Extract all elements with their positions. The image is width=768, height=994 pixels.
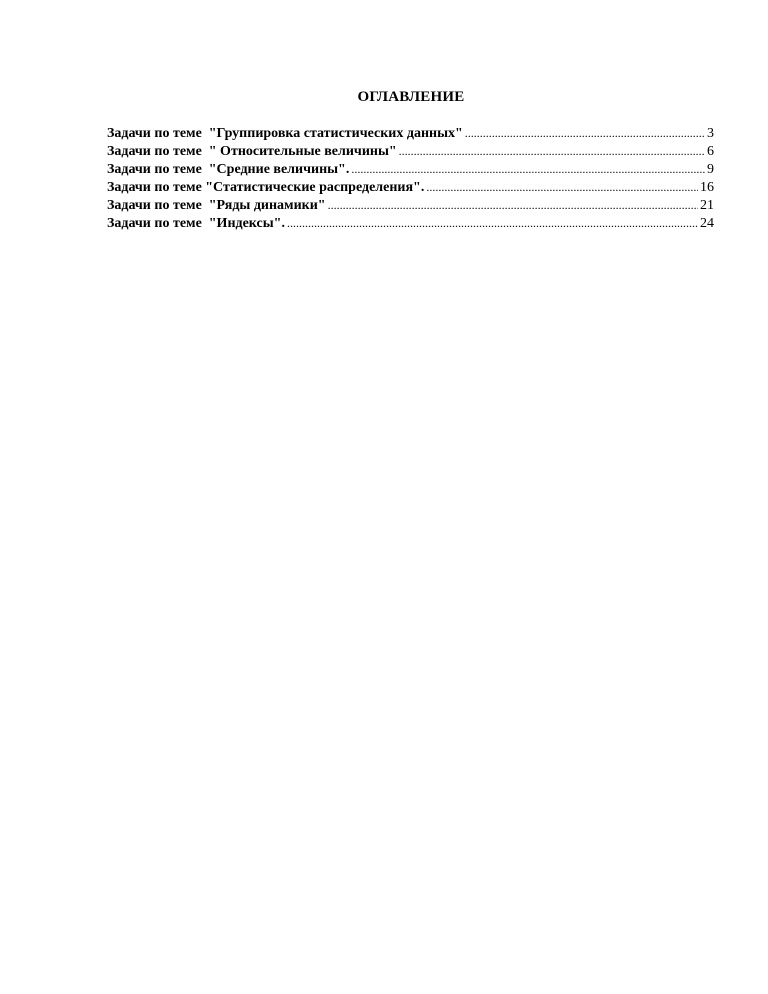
toc-entry[interactable] [107, 196, 714, 214]
toc-page-number: 21 [700, 198, 714, 213]
toc-entry[interactable] [107, 124, 714, 142]
toc-heading: ОГЛАВЛЕНИЕ [357, 89, 465, 105]
toc-entry-title: Задачи по теме "Индексы". [107, 216, 285, 231]
toc-leader-dots [328, 196, 698, 214]
toc-entry-title: Задачи по теме " Относительные величины" [107, 144, 397, 159]
toc-entry-title: Задачи по теме "Группировка статистических данных" [107, 126, 463, 141]
toc-leader-dots [287, 214, 698, 232]
toc-leader-dots [426, 178, 698, 196]
toc-page-number: 24 [700, 216, 714, 231]
toc-leader-dots [351, 160, 705, 178]
toc-entry[interactable] [107, 160, 714, 178]
toc-page-number: 9 [707, 162, 714, 177]
toc-entry[interactable] [107, 214, 714, 232]
toc-leader-dots [465, 124, 705, 142]
toc-entry-title: Задачи по теме "Статистические распределения". [107, 180, 425, 195]
toc-entry[interactable] [107, 178, 714, 196]
toc-leader-dots [399, 142, 705, 160]
toc-list [107, 124, 714, 232]
toc-page-number: 3 [707, 126, 714, 141]
toc-page-number: 6 [707, 144, 714, 159]
toc-entry[interactable] [107, 142, 714, 160]
toc-page-number: 16 [700, 180, 714, 195]
toc-entry-title: Задачи по теме "Средние величины". [107, 162, 350, 177]
toc-entry-title: Задачи по теме "Ряды динамики" [107, 198, 326, 213]
